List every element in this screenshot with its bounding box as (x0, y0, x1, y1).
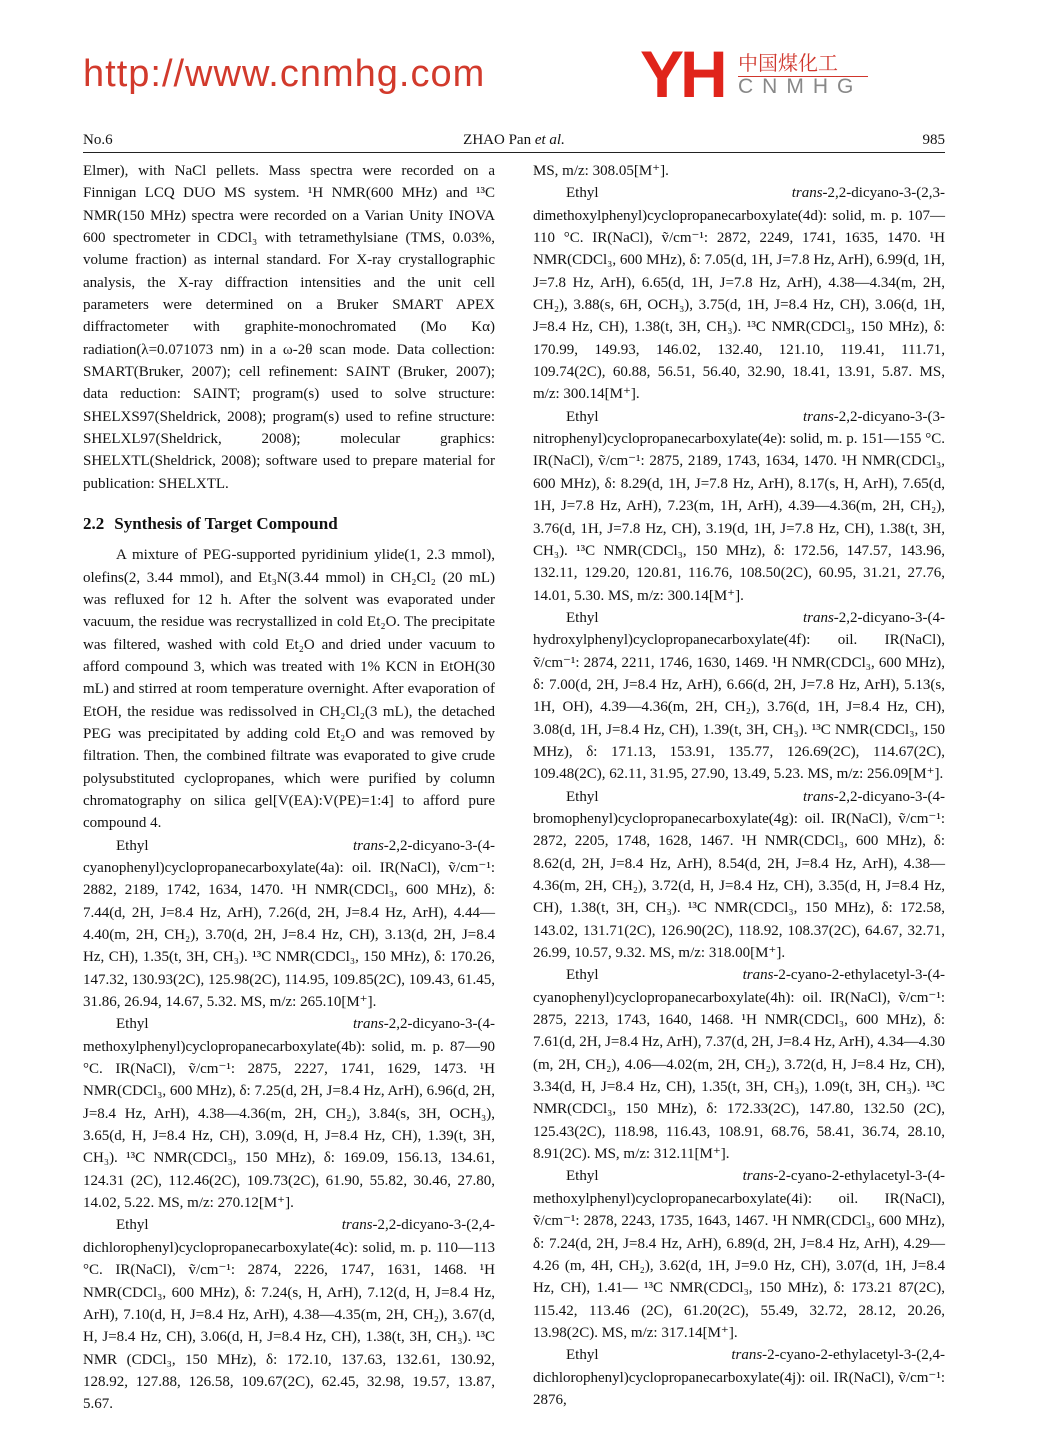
name-italic: trans (341, 1217, 373, 1234)
name-italic: trans (802, 788, 834, 805)
name-italic: trans (802, 408, 834, 425)
compound-4h (533, 964, 945, 1165)
compound-data: -2,2-dicyano-3-(2,4-dichlorophenyl)cyclopropanecarboxylate(4c): solid, m. p. 110—113 °C. IR(NaCl), ṽ/cm⁻¹: 2874, 2226, 1747, 1631, 1468. ¹H NMR(CDCl₃, 600 MHz), δ: 7.24(s, H, ArH), 7.12(d, H, J=8.4 Hz, ArH), 7.10(d, H, J=8.4 Hz, ArH), 4.38—4.35(m, 2H, CH₂), 3.67(d, H, J=8.4 Hz, CH), 3.06(d, H, J=8.4 Hz, CH), 1.38(t, 3H, CH₃). ¹³C NMR (CDCl₃, 150 MHz), δ: 172.10, 137.63, 132.61, 130.92, 128.92, 127.88, 126.58, 109.67(2C), 62.45, 32.98, 19.57, 13.87, 5.67. (83, 1217, 495, 1413)
compound-data: -2,2-dicyano-3-(3-nitrophenyl)cyclopropanecarboxylate(4e): solid, m. p. 151—155 °C. IR(NaCl), ṽ/cm⁻¹: 2875, 2189, 1743, 1634, 1470. ¹H NMR(CDCl₃, 600 MHz), δ: 8.29(d, 1H, J=7.8 Hz, ArH), 8.17(s, H, ArH), 7.65(d, 1H, J=7.8 Hz, ArH), 7.23(m, 1H, ArH), 4.39—4.36(m, 2H, CH₂), 3.76(d, 1H, J=7.8 Hz, CH), 3.19(d, 1H, J=7.8 Hz, CH), 1.38(t, 3H, CH₃). ¹³C NMR(CDCl₃, 150 MHz), δ: 172.56, 147.57, 143.96, 132.11, 129.20, 120.81, 116.76, 108.50(2C), 60.95, 31.21, 27.76, 14.01, 5.30. MS, m/z: 300.14[M⁺]. (533, 408, 945, 604)
name-prefix: Ethyl (566, 967, 743, 984)
compound-data: -2-cyano-2-ethylacetyl-3-(2,4-dichlorophenyl)cyclopropanecarboxylate(4j): oil. IR(NaCl), ṽ/cm⁻¹: 2876, (533, 1347, 945, 1408)
compound-data: -2,2-dicyano-3-(4-cyanophenyl)cyclopropanecarboxylate(4a): oil. IR(NaCl), ṽ/cm⁻¹: 2882, 2189, 1742, 1634, 1470. ¹H NMR(CDCl₃, 600 MHz), δ: 7.44(d, 2H, J=8.4 Hz, ArH), 7.26(d, 2H, J=8.4 Hz, ArH), 4.44—4.40(m, 2H, CH₂), 3.70(d, 2H, J=8.4 Hz, CH), 3.13(d, 2H, J=8.4 Hz, CH), 1.35(t, 3H, CH₃). ¹³C NMR(CDCl₃, 150 MHz), δ: 170.26, 147.32, 130.93(2C), 125.98(2C), 114.95, 109.85(2C), 109.43, 61.45, 31.86, 26.94, 14.67, 5.32. MS, m/z: 265.10[M⁺]. (83, 837, 495, 1011)
url-watermark: http://www.cnmhg.com (83, 53, 486, 95)
name-italic: trans (742, 967, 774, 984)
name-prefix: Ethyl (566, 609, 803, 626)
compound-4b (83, 1013, 495, 1214)
name-italic: trans (352, 837, 384, 854)
name-prefix: Ethyl (566, 1168, 743, 1185)
name-prefix: Ethyl (566, 408, 803, 425)
compound-4c-continuation: MS, m/z: 308.05[M⁺]. (533, 163, 669, 179)
name-prefix: Ethyl (116, 1016, 353, 1033)
et-al: et al. (534, 132, 565, 148)
name-italic: trans (742, 1168, 774, 1185)
compound-4a (83, 835, 495, 1014)
section-heading (83, 513, 495, 535)
compound-4d (533, 182, 945, 405)
compound-4e (533, 406, 945, 607)
name-italic: trans (791, 185, 823, 202)
name-prefix: Ethyl (566, 1347, 732, 1364)
name-italic: trans (352, 1016, 384, 1033)
name-prefix: Ethyl (116, 1217, 342, 1234)
compound-4c (83, 1214, 495, 1415)
paragraph-synthesis: A mixture of PEG-supported pyridinium ylide(1, 2.3 mmol), olefins(2, 3.44 mmol), and Et₃N(3.44 mmol) in CH₂Cl₂ (20 mL) was refluxed for 12 h. After the solvent was evaporated under vacuum, the residue was recrystallized in cold Et₂O. The precipitate was filtered, washed with cold Et₂O and dried under vacuum to afford compound 3, which was treated with 1% KCN in EtOH(30 mL) and stirred at room temperature overnight. After evaporation of EtOH, the residue was redissolved in CH₂Cl₂(3 mL), the detached PEG was precipitated by adding cold Et₂O and was removed by filtration. Then, the combined filtrate was evaporated to give crude polysubstituted cyclopropanes, which were purified by column chromatography on silica gel[V(EA):V(PE)=1:4] to afford pure compound 4. (83, 547, 495, 832)
section-title: Synthesis of Target Compound (114, 514, 338, 534)
logo-mark: YH (640, 37, 724, 111)
running-header (83, 130, 945, 153)
compound-data: -2-cyano-2-ethylacetyl-3-(4-cyanophenyl)cyclopropanecarboxylate(4h): oil. IR(NaCl), ṽ/cm⁻¹: 2875, 2213, 1743, 1640, 1468. ¹H NMR(CDCl₃, 600 MHz), δ: 7.61(d, 2H, J=8.4 Hz, ArH), 7.37(d, 2H, J=8.4 Hz, ArH), 4.34—4.30 (m, 2H, CH₂), 4.06—4.02(m, 2H, CH₂), 3.72(d, H, J=8.4 Hz, CH), 3.34(d, H, J=8.4 Hz, CH), 1.35(t, 3H, CH₃), 1.09(t, 3H, CH₃). ¹³C NMR(CDCl₃, 150 MHz), δ: 172.33(2C), 147.80, 132.50 (2C), 125.43(2C), 118.98, 116.43, 108.91, 68.76, 58.41, 36.74, 28.10, 8.91(2C). MS, m/z: 312.11[M⁺]. (533, 967, 945, 1163)
logo-english-text: CNMHG (738, 75, 863, 98)
section-number: 2.2 (83, 514, 105, 534)
compound-data: -2-cyano-2-ethylacetyl-3-(4-methoxylphenyl)cyclopropanecarboxylate(4i): oil. IR(NaCl), ṽ/cm⁻¹: 2878, 2243, 1735, 1643, 1467. ¹H NMR(CDCl₃, 600 MHz), δ: 7.24(d, 2H, J=8.4 Hz, ArH), 6.89(d, 2H, J=8.4 Hz, ArH), 4.29—4.26 (m, 4H, CH₂), 3.62(d, 1H, J=9.0 Hz, CH), 3.07(d, 1H, J=8.4 Hz, CH), 1.41— ¹³C NMR(CDCl₃, 150 MHz), δ: 173.21 87(2C), 115.42, 113.46 (2C), 61.20(2C), 55.49, 32.72, 28.12, 20.26, 13.98(2C). MS, m/z: 317.14[M⁺]. (533, 1168, 945, 1341)
compound-4f (533, 607, 945, 786)
name-italic: trans (731, 1347, 763, 1364)
compound-4g (533, 786, 945, 965)
compound-4i (533, 1165, 945, 1344)
running-authors (83, 132, 945, 149)
page-number: 985 (922, 132, 945, 148)
compound-data: -2,2-dicyano-3-(2,3-dimethoxylphenyl)cyclopropanecarboxylate(4d): solid, m. p. 107—110 °C. IR(NaCl), ṽ/cm⁻¹: 2872, 2249, 1741, 1635, 1470. ¹H NMR(CDCl₃, 600 MHz), δ: 7.05(d, 1H, J=7.8 Hz, ArH), 6.99(d, 1H, J=7.8 Hz, ArH), 6.65(d, 1H, J=7.8 Hz, ArH), 4.38—4.34(m, 2H, CH₂), 3.88(s, 6H, OCH₃), 3.75(d, 1H, J=8.4 Hz, CH), 3.06(d, 1H, J=8.4 Hz, CH), 1.38(t, 3H, CH₃). ¹³C NMR(CDCl₃, 150 MHz), δ: 170.99, 149.93, 146.02, 132.40, 121.10, 119.41, 111.71, 109.74(2C), 60.88, 56.51, 56.40, 32.90, 18.41, 13.91, 5.87. MS, m/z: 300.14[M⁺]. (533, 185, 945, 403)
name-prefix: Ethyl (116, 837, 353, 854)
name-prefix: Ethyl (566, 185, 792, 202)
compound-data: -2,2-dicyano-3-(4-bromophenyl)cyclopropanecarboxylate(4g): oil. IR(NaCl), ṽ/cm⁻¹: 2872, 2205, 1748, 1628, 1467. ¹H NMR(CDCl₃, 600 MHz), δ: 8.62(d, 2H, J=8.4 Hz, ArH), 8.54(d, 2H, J=8.4 Hz, ArH), 4.38—4.36(m, 2H, CH₂), 3.72(d, H, J=8.4 Hz, CH), 3.35(d, H, J=8.4 Hz, CH), 1.38(t, 3H, CH₃). ¹³C NMR(CDCl₃, 150 MHz), δ: 172.58, 143.02, 131.71(2C), 126.90(2C), 118.92, 108.37(2C), 64.67, 32.71, 26.99, 10.57, 9.32. MS, m/z: 318.00[M⁺]. (533, 788, 945, 962)
paragraph-instrumentation: Elmer), with NaCl pellets. Mass spectra were recorded on a Finnigan LCQ DUO MS system. ¹H NMR(600 MHz) and ¹³C NMR(150 MHz) spectra were recorded on a Varian Unity INOVA 600 spectrometer in CDCl₃ with tetramethylsiane (TMS, 0.03%, volume fraction) as internal standard. For X-ray crystallographic analysis, the X-ray diffraction intensities and the unit cell parameters were determined on a Bruker SMART APEX diffractometer with graphite-monochromated (Mo Kα) radiation(λ=0.071073 nm) in a ω-2θ scan mode. Data collection: SMART(Bruker, 2007); cell refinement: SAINT (Bruker, 2007); data reduction: SAINT; program(s) used to solve structure: SHELXS97(Sheldrick, 2008); program(s) used to refine structure: SHELXL97(Sheldrick, 2008); molecular graphics: SHELXTL(Sheldrick, 2008); software used to prepare material for publication: SHELXTL. (83, 163, 495, 492)
name-prefix: Ethyl (566, 788, 803, 805)
right-column (533, 160, 945, 1411)
journal-issue: No.6 (83, 132, 113, 148)
logo-chinese-text: 中国煤化工 (738, 47, 868, 77)
compound-data: -2,2-dicyano-3-(4-methoxylphenyl)cyclopropanecarboxylate(4b): solid, m. p. 87—90 °C. IR(NaCl), ṽ/cm⁻¹: 2875, 2227, 1741, 1629, 1473. ¹H NMR(CDCl₃, 600 MHz), δ: 7.25(d, 2H, J=8.4 Hz, ArH), 6.96(d, 2H, J=8.4 Hz, ArH), 4.38—4.36(m, 2H, CH₂), 3.84(s, 3H, OCH₃), 3.65(d, H, J=8.4 Hz, CH), 3.09(d, H, J=8.4 Hz, CH), 1.39(t, 3H, CH₃). ¹³C NMR(CDCl₃, 150 MHz), δ: 169.09, 156.13, 134.61, 124.31 (2C), 112.46(2C), 109.73(2C), 61.90, 55.82, 30.46, 27.80, 14.02, 5.22. MS, m/z: 270.12[M⁺]. (83, 1016, 495, 1212)
name-italic: trans (802, 609, 834, 626)
left-column (83, 160, 495, 1416)
cnmhg-logo (640, 37, 908, 111)
compound-data: -2,2-dicyano-3-(4-hydroxylphenyl)cyclopropanecarboxylate(4f): oil. IR(NaCl), ṽ/cm⁻¹: 2874, 2211, 1746, 1630, 1469. ¹H NMR(CDCl₃, 600 MHz), δ: 7.00(d, 2H, J=8.4 Hz, ArH), 6.66(d, 2H, J=7.8 Hz, ArH), 5.13(s, 1H, OH), 4.39—4.36(m, 2H, CH₂), 3.76(d, 1H, J=8.4 Hz, CH), 3.08(d, 1H, J=8.4 Hz, CH), 1.39(t, 3H, CH₃). ¹³C NMR(CDCl₃, 150 MHz), δ: 171.13, 153.91, 135.77, 126.69(2C), 114.67(2C), 109.48(2C), 62.11, 31.95, 27.90, 13.49, 5.23. MS, m/z: 256.09[M⁺]. (533, 609, 945, 783)
authors: ZHAO Pan (463, 132, 535, 148)
compound-4j (533, 1344, 945, 1411)
